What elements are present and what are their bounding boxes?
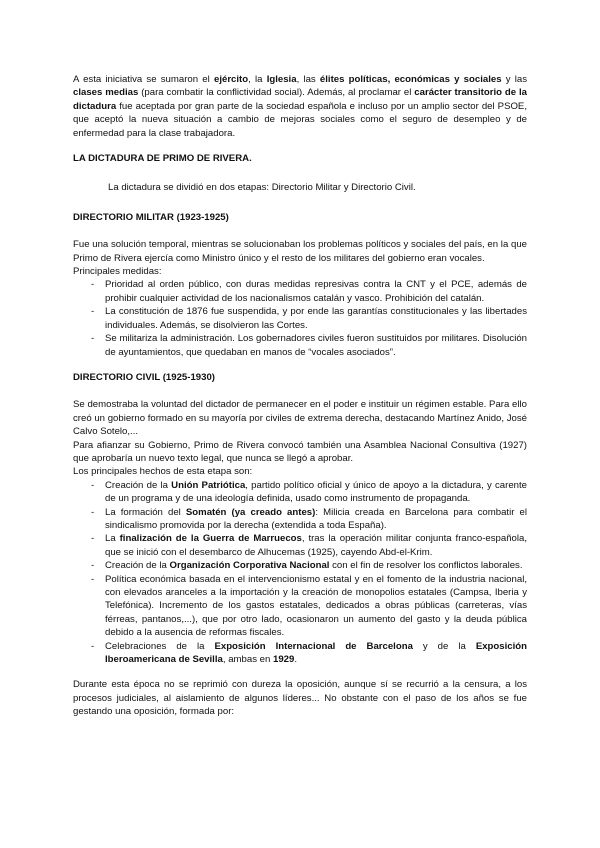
item-bold: finalización de la Guerra de Marruecos xyxy=(119,533,302,545)
intro-bold: Iglesia xyxy=(266,74,297,85)
item-bold: Exposición Iberoamericana de Sevilla xyxy=(105,640,527,666)
civil-paragraph-2: Para afianzar su Gobierno, Primo de Rivera convocó también una Asamblea Nacional Consultiva (1927) que aprobaría un nuevo texto legal, que nunca se llegó a aprobar. xyxy=(73,439,527,464)
intro-bold: carácter transitorio de la dictadura xyxy=(73,87,527,112)
list-item xyxy=(73,532,527,559)
intro-text: fue aceptada por gran parte de la sociedad española e incluso por un amplio sector del PSOE, que aceptó la nueva situación a cambio de mejoras sociales como el seguro de desempleo y de enfermedad para la clase trabajadora. xyxy=(73,100,527,139)
item-text: , partido político oficial y único de apoyo a la dictadura, y carente de un programa y de una ideología definida, usado como instrumento de propaganda. xyxy=(105,479,528,505)
civil-paragraph-1: Se demostraba la voluntad del dictador de permanecer en el poder e instituir un régimen estable. Para ello creó un gobierno formado en su mayoría por civiles de extrema derecha, destacando Martínez Anido, José Calvo Sotelo,... xyxy=(73,399,527,438)
item-bold: Organización Corporativa Nacional xyxy=(169,560,330,572)
list-item xyxy=(73,479,527,506)
civil-facts-list xyxy=(73,479,527,667)
list-item xyxy=(73,640,527,667)
civil-closing-paragraph: Durante esta época no se reprimió con dureza la oposición, aunque sí se recurrió a la censura, a los procesos judiciales, al aislamiento de algunos líderes... No obstante con el paso de los años se fue gestando una oposición, formada por: xyxy=(73,679,527,718)
item-text: con el fin de resolver los conflictos laborales. xyxy=(329,560,523,572)
list-item: - Se militariza la administración. Los gobernadores civiles fueron sustituidos por militares. Disolución de ayuntamientos, que quedaban en manos de “vocales asociados”. xyxy=(73,332,527,359)
main-heading: LA DICTADURA DE PRIMO DE RIVERA. xyxy=(73,153,252,165)
list-item: - Prioridad al orden público, con duras medidas represivas contra la CNT y el PCE, además de prohibir cualquier actividad de los nacionalismos catalán y vasco. Prohibición del catalán. xyxy=(73,278,527,305)
list-item xyxy=(73,573,527,640)
intro-text: A esta iniciativa se sumaron el xyxy=(73,74,214,85)
intro-text: , la xyxy=(248,74,267,85)
item-bold: 1929 xyxy=(273,654,295,666)
military-paragraph: Fue una solución temporal, mientras se solucionaban los problemas políticos y sociales del país, en la que Primo de Rivera ejercía como Ministro único y el resto de los militares del gobierno eran vocales. xyxy=(73,239,527,264)
intro-bold: élites políticas, económicas y sociales xyxy=(319,74,502,85)
item-text: La xyxy=(105,533,120,545)
civil-facts-label: Los principales hechos de esta etapa son: xyxy=(73,466,253,478)
item-text: , ambas en xyxy=(222,654,273,666)
item-text: : Milicia creada en Barcelona para combatir el sindicalismo promovida por la derecha (extendida a toda España). xyxy=(105,506,527,531)
military-measures-label: Principales medidas: xyxy=(73,266,162,278)
item-text: La formación del xyxy=(105,506,186,518)
item-bold: Exposición Internacional de Barcelona xyxy=(214,640,413,652)
list-item: - La constitución de 1876 fue suspendida, y por ende las garantías constitucionales y las libertades individuales. Además, se disolvieron las Cortes. xyxy=(73,305,527,332)
intro-bold: ejército xyxy=(213,74,249,85)
list-item xyxy=(73,559,527,572)
intro-text: , las xyxy=(296,74,320,85)
document-page xyxy=(73,73,527,719)
intro-bold: clases medias xyxy=(73,87,139,99)
military-measures-list xyxy=(73,278,527,358)
item-text: Celebraciones de la xyxy=(105,640,215,652)
intro-paragraph xyxy=(73,73,527,140)
item-text: . xyxy=(294,654,298,666)
list-item xyxy=(73,506,527,533)
military-heading: DIRECTORIO MILITAR (1923-1925) xyxy=(73,211,229,223)
item-bold: Unión Patriótica xyxy=(171,479,246,491)
item-text: Política económica basada en el intervencionismo estatal y en el fomento de la industria nacional, con elevados aranceles a la importación y la creación de monopolios estatales (Campsa, Iberia y Telefónica). Incremento de los gastos estatales, dedicados a obras públicas (carreteras, vías férreas, pantanos,...), que por otro lado, ocasionaron un aumento del gasto y la deuda pública debido a la ausencia de reformas fiscales. xyxy=(105,573,527,639)
item-text: Creación de la xyxy=(105,479,172,491)
item-text: , tras la operación militar conjunta franco-española, que se inició con el desembarco de Alhucemas (1925), cayendo Abd-el-Krim. xyxy=(105,533,527,558)
intro-text: y las xyxy=(501,74,528,85)
civil-heading: DIRECTORIO CIVIL (1925-1930) xyxy=(73,371,215,383)
intro-text: (para combatir la conflictividad social). Además, al proclamar el xyxy=(138,87,415,99)
item-bold: Somatén (ya creado antes) xyxy=(185,506,316,518)
item-text: y de la xyxy=(412,640,476,652)
item-text: Creación de la xyxy=(105,560,170,572)
stages-line: La dictadura se dividió en dos etapas: Directorio Militar y Directorio Civil. xyxy=(108,182,416,194)
